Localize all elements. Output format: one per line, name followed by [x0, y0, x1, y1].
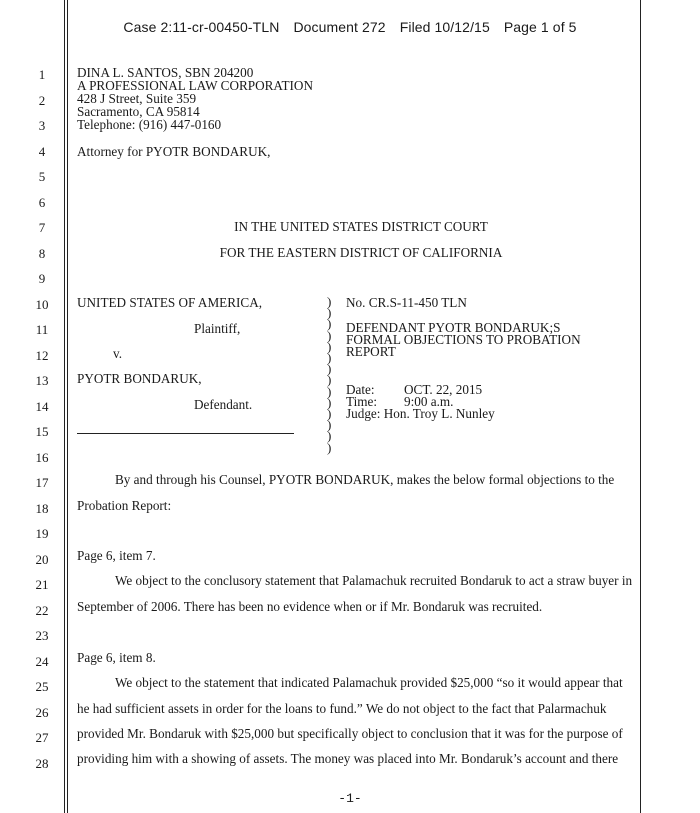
objection-1-line-1: We object to the conclusory statement that Palamachuk recruited Bondaruk to act a straw buyer in [115, 573, 633, 588]
attorney-city: Sacramento, CA 95814 [77, 104, 200, 119]
line-number: 26 [35, 704, 49, 720]
objection-1-line-2: September of 2006. There has been no evidence when or if Mr. Bondaruk was recruited. [77, 599, 543, 614]
document-title-line-2: FORMAL OBJECTIONS TO PROBATION [346, 332, 581, 347]
line-number: 13 [35, 373, 49, 388]
left-margin-rule [64, 0, 65, 813]
document-title-line-3: REPORT [346, 344, 396, 359]
line-number: 1 [38, 67, 46, 82]
line-number: 8 [38, 245, 46, 261]
page-footer-number: -1- [338, 791, 362, 806]
line-number: 19 [35, 526, 49, 541]
filing-header [0, 19, 700, 35]
objection-2-heading: Page 6, item 8. [77, 650, 156, 665]
line-number: 15 [35, 424, 49, 439]
attorney-street: 428 J Street, Suite 359 [77, 91, 197, 106]
line-number: 21 [35, 577, 49, 592]
plaintiff-name: UNITED STATES OF AMERICA, [77, 295, 263, 310]
line-number: 12 [35, 347, 49, 363]
intro-paragraph-line-1: By and through his Counsel, PYOTR BONDARUK, makes the below formal objections to the [115, 472, 615, 487]
attorney-telephone: Telephone: (916) 447-0160 [77, 117, 222, 132]
line-number: 20 [35, 551, 49, 567]
right-margin-rule [640, 0, 641, 813]
case-number-caption: No. CR.S-11-450 TLN [346, 295, 467, 310]
line-number: 16 [35, 449, 49, 465]
defendant-role: Defendant. [194, 397, 253, 412]
line-number: 7 [38, 220, 46, 235]
line-number: 5 [38, 169, 46, 184]
time-label: Time: [346, 394, 378, 409]
court-district: FOR THE EASTERN DISTRICT OF CALIFORNIA [219, 245, 503, 260]
intro-paragraph-line-2: Probation Report: [77, 498, 172, 513]
objection-1-heading: Page 6, item 7. [77, 548, 156, 563]
plaintiff-role: Plaintiff, [194, 321, 241, 336]
line-number: 22 [35, 602, 49, 618]
line-number: 3 [38, 118, 46, 133]
date-value: OCT. 22, 2015 [404, 382, 483, 397]
case-number: Case 2:11-cr-00450-TLN [123, 19, 280, 35]
filed-date: Filed 10/12/15 [399, 19, 490, 35]
document-title-line-1: DEFENDANT PYOTR BONDARUK;S [346, 320, 561, 335]
line-number: 4 [38, 143, 46, 159]
line-number: 6 [38, 194, 46, 210]
line-number: 9 [38, 271, 46, 286]
line-number: 14 [35, 398, 49, 414]
line-number: 2 [38, 92, 46, 108]
attorney-name: DINA L. SANTOS, SBN 204200 [77, 65, 254, 80]
attorney-for: Attorney for PYOTR BONDARUK, [77, 144, 271, 159]
caption-underline [77, 433, 294, 434]
left-margin-rule-inner [67, 0, 68, 813]
hearing-judge: Judge: Hon. Troy L. Nunley [346, 406, 495, 421]
versus: v. [113, 346, 123, 361]
line-number: 28 [35, 755, 49, 771]
defendant-name: PYOTR BONDARUK, [77, 371, 202, 386]
document-number: Document 272 [293, 19, 386, 35]
line-number: 24 [35, 653, 49, 669]
court-title: IN THE UNITED STATES DISTRICT COURT [234, 219, 488, 234]
line-number: 18 [35, 500, 49, 516]
line-number: 27 [35, 730, 49, 745]
time-value: 9:00 a.m. [404, 394, 454, 409]
objection-2-line-4: providing him with a showing of assets. The money was placed into Mr. Bondaruk’s account and there [77, 751, 619, 766]
line-number: 11 [35, 322, 49, 337]
page-indicator: Page 1 of 5 [503, 19, 577, 35]
line-number: 10 [35, 296, 49, 312]
objection-2-line-2: he had sufficient assets in order for the loans to fund.” We do not object to the fact that Palarmachuk [77, 701, 607, 716]
line-number: 25 [35, 679, 49, 694]
line-number: 17 [35, 475, 49, 490]
objection-2-line-3: provided Mr. Bondaruk with $25,000 but specifically object to conclusion that it was for the purpose of [77, 726, 623, 741]
line-number: 23 [35, 628, 49, 643]
date-label: Date: [346, 382, 375, 397]
objection-2-line-1: We object to the statement that indicated Palamachuk provided $25,000 “so it would appear that [115, 675, 623, 690]
law-firm: A PROFESSIONAL LAW CORPORATION [77, 78, 313, 93]
caption-parentheses: ) ) ) ) ) ) ) ) ) ) ) ) ) ) [327, 294, 332, 455]
